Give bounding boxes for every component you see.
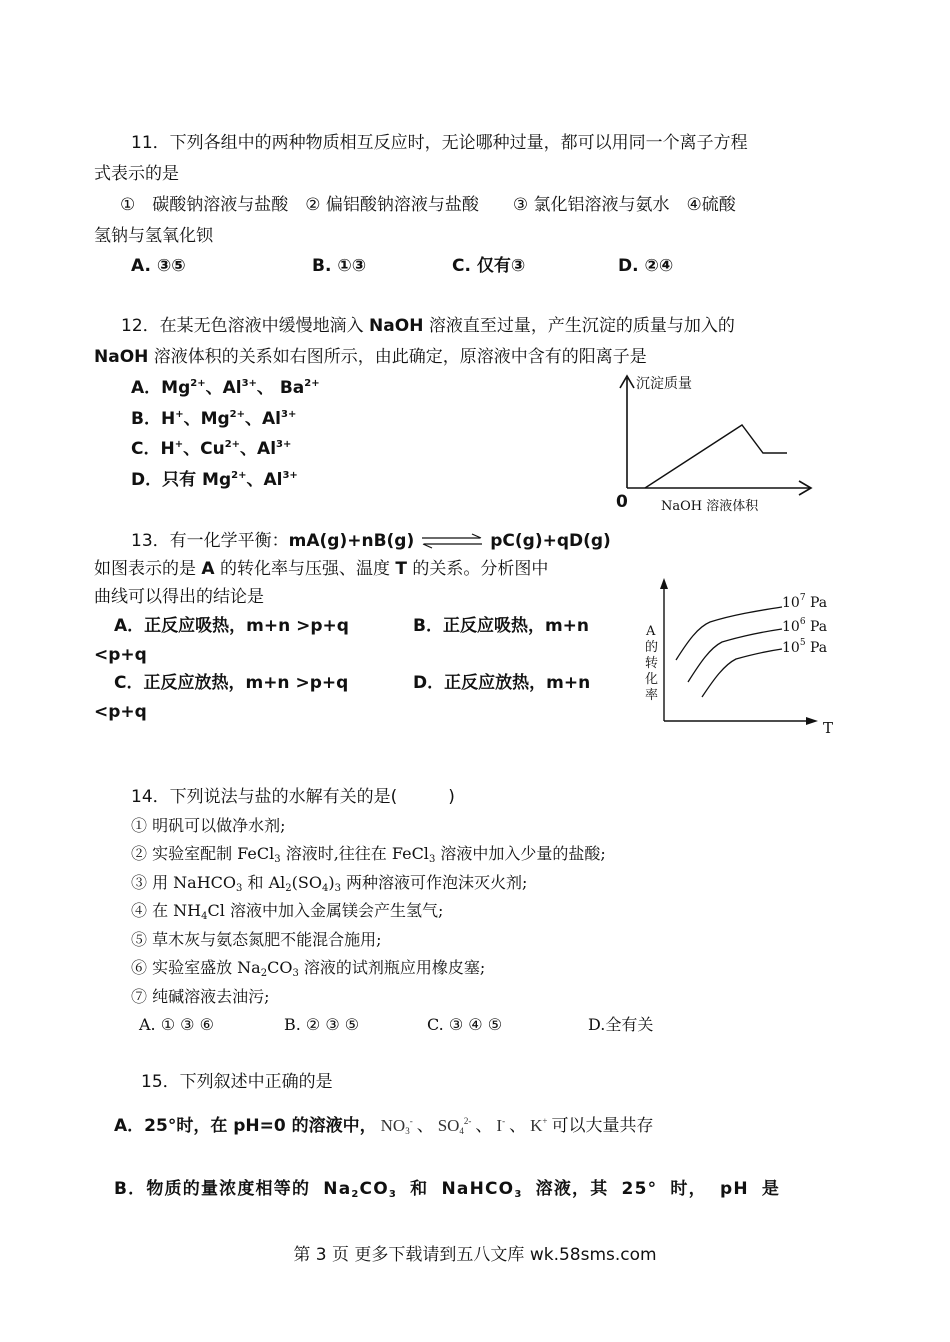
q12-option-b: B．H+、$Mg^{2+}$、$Al^{3+}$ bbox=[131, 409, 297, 429]
q12-option-d: D．只有 $Mg^{2+}$、$Al^{3+}$ bbox=[131, 470, 298, 490]
q13-y-label-4: 化 bbox=[645, 672, 659, 687]
q12-text: 12．在某无色溶液中缓慢地滴入 bbox=[121, 316, 370, 336]
potassium-ion: K+ bbox=[530, 1116, 548, 1135]
q14-option-c: C. ③ ④ ⑤ bbox=[427, 1015, 503, 1034]
q15-option-a-prefix: A．25°时，在 pH=0 的溶液中， bbox=[114, 1116, 377, 1136]
q14-statement-3: ③ 用 NaHCO$_3$ 和 $Al_2(SO_4)_3$ 两种溶液可作泡沫灭火剂; bbox=[131, 873, 528, 894]
q13-curve-label-1e7: $10^7$ Pa bbox=[782, 593, 828, 611]
q13-option-d: D．正反应放热，m+n bbox=[413, 673, 591, 693]
q14-statement-2: ② 实验室配制 FeCl$_3$ 溶液时,往往在 FeCl$_3$ 溶液中加入少量的盐酸; bbox=[131, 844, 606, 865]
q11-option-a: A. ③⑤ bbox=[131, 256, 186, 276]
q12-curve bbox=[645, 425, 787, 488]
q12-precipitate-graph bbox=[605, 370, 820, 520]
q14-option-d: D.全有关 bbox=[588, 1015, 654, 1034]
q13-curve-label-1e6: $10^6$ Pa bbox=[782, 617, 828, 635]
q15-option-a-suffix: 可以大量共存 bbox=[551, 1116, 654, 1136]
q11-option-b: B. ①③ bbox=[312, 256, 367, 276]
q11-line1: 11．下列各组中的两种物质相互反应时，无论哪种过量，都可以用同一个离子方程 bbox=[131, 133, 748, 153]
q12-option-c: C．H+、$Cu^{2+}$、$Al^{3+}$ bbox=[131, 439, 292, 459]
q14-statement-4: ④ 在 $NH_4Cl$ 溶液中加入金属镁会产生氢气; bbox=[131, 901, 444, 922]
q14-statement-6: ⑥ 实验室盛放 $Na_2CO_3$ 溶液的试剂瓶应用橡皮塞; bbox=[131, 958, 486, 979]
q13-curve-1e6 bbox=[688, 629, 782, 682]
q14-option-a: A. ① ③ ⑥ bbox=[139, 1015, 214, 1034]
q12-option-a: A．$Mg^{2+}$、$Al^{3+}$、 $Ba^{2+}$ bbox=[131, 378, 320, 398]
q13-products: pC(g)+qD(g) bbox=[490, 531, 611, 551]
q13-y-label-2: 的 bbox=[645, 640, 659, 655]
q13-x-arrowhead bbox=[806, 717, 818, 725]
q13-option-d-cont: <p+q bbox=[94, 702, 147, 722]
q12-formula: NaOH bbox=[94, 347, 149, 367]
q14-statement-1: ① 明矾可以做净水剂; bbox=[131, 816, 286, 835]
q13-y-arrowhead bbox=[660, 578, 668, 589]
q13-option-c: C．正反应放热，m+n >p+q bbox=[114, 673, 349, 693]
q13-option-b-cont: <p+q bbox=[94, 645, 147, 665]
q14-stem: 14．下列说法与盐的水解有关的是( ) bbox=[131, 787, 455, 807]
q12-formula: NaOH bbox=[369, 316, 424, 336]
q12-line1 bbox=[121, 315, 735, 337]
q12-text: 溶液体积的关系如右图所示，由此确定，原溶液中含有的阳离子是 bbox=[148, 347, 647, 367]
q12-x-label: NaOH 溶液体积 bbox=[661, 499, 759, 514]
q11-option-d: D. ②④ bbox=[618, 256, 674, 276]
q13-text: 13．有一化学平衡： bbox=[131, 531, 289, 551]
q13-curve-label-1e5: $10^5$ Pa bbox=[782, 638, 828, 656]
iodide-ion: I- bbox=[496, 1116, 506, 1135]
q13-curve-1e5 bbox=[702, 649, 782, 697]
q13-conversion-graph bbox=[636, 575, 846, 740]
sulfate-ion: $SO_4^{2-}$ bbox=[437, 1116, 472, 1136]
q11-option-c: C. 仅有③ bbox=[452, 256, 526, 276]
q12-origin-label: 0 bbox=[616, 492, 628, 512]
q13-line3: 曲线可以得出的结论是 bbox=[94, 587, 264, 607]
q15-option-b: B．物质的量浓度相等的 $Na_2CO_3$ 和 NaHCO$_3$ 溶液，其 25° 时， pH 是 bbox=[114, 1179, 781, 1200]
q11-items2: 氢钠与氢氧化钡 bbox=[94, 226, 213, 246]
q13-x-label: T bbox=[823, 719, 834, 737]
q15-option-a: A．25°时，在 pH=0 的溶液中， $NO_3^-$ 、 $SO_4^{2-}$ 、 I- 、 K+ 可以大量共存 bbox=[114, 1116, 654, 1136]
q13-y-label-5: 率 bbox=[645, 688, 659, 703]
q11-line2: 式表示的是 bbox=[94, 164, 179, 184]
q13-y-label-3: 转 bbox=[645, 656, 659, 671]
equilibrium-arrow-icon bbox=[420, 533, 484, 549]
q11-items1: ① 碳酸钠溶液与盐酸 ② 偏铝酸钠溶液与盐酸 ③ 氯化铝溶液与氨水 ④硫酸 bbox=[120, 195, 736, 215]
nitrate-ion: $NO_3^-$ bbox=[380, 1116, 413, 1136]
q13-reactants: mA(g)+nB(g) bbox=[288, 531, 415, 551]
q15-stem: 15．下列叙述中正确的是 bbox=[141, 1072, 333, 1092]
q14-option-b: B. ② ③ ⑤ bbox=[284, 1015, 360, 1034]
q12-text: 溶液直至过量，产生沉淀的质量与加入的 bbox=[423, 316, 735, 336]
q13-stem bbox=[131, 530, 611, 552]
q13-y-label-1: A bbox=[646, 624, 656, 639]
q12-y-label: 沉淀质量 bbox=[636, 376, 692, 392]
q14-statement-5: ⑤ 草木灰与氨态氮肥不能混合施用; bbox=[131, 930, 382, 949]
q13-option-a: A．正反应吸热，m+n >p+q bbox=[114, 616, 349, 636]
q13-line2: 如图表示的是 A 的转化率与压强、温度 T 的关系。分析图中 bbox=[94, 559, 549, 579]
q12-line2 bbox=[94, 346, 647, 368]
q14-statement-7: ⑦ 纯碱溶液去油污; bbox=[131, 987, 270, 1006]
page-footer: 第 3 页 更多下载请到五八文库 wk.58sms.com bbox=[293, 1245, 657, 1265]
q13-option-b: B．正反应吸热，m+n bbox=[413, 616, 590, 636]
